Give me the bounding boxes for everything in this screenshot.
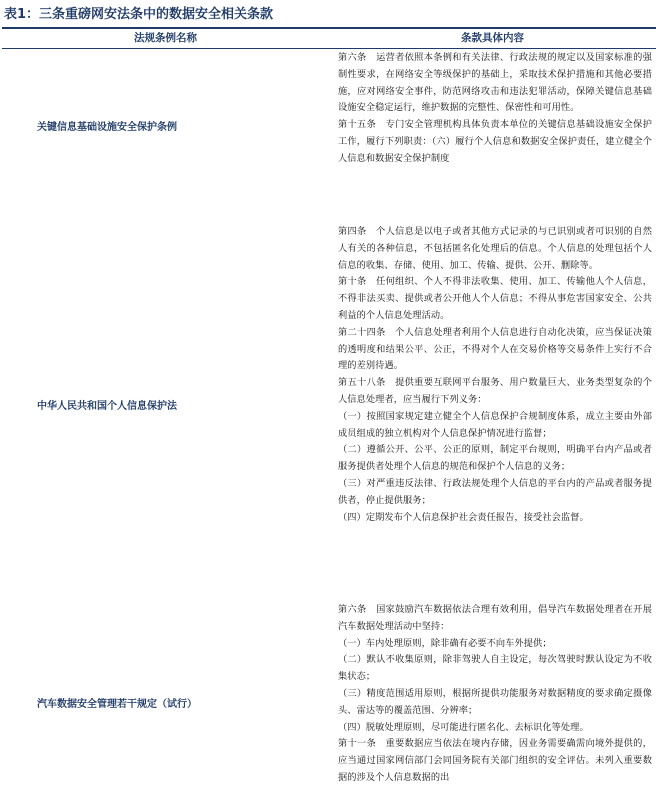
clause-paragraph: （四）定期发布个人信息保护社会责任报告，接受社会监督。: [338, 511, 589, 523]
clause-content-cell: [338, 602, 652, 787]
law-name-cell: 中华人民共和国个人信息保护法: [37, 401, 177, 412]
clause-paragraph: （一）车内处理原则，除非确有必要不向车外提供；: [338, 637, 552, 649]
clause-paragraph: （一）按照国家规定建立健全个人信息保护合规制度体系，成立主要由外部成员组成的独立机构对个人信息保护情况进行监督；: [338, 410, 652, 439]
table-row-cii-regulation: [2, 50, 656, 205]
column-header-law-name: 法规条例名称: [134, 32, 197, 44]
clause-paragraph: 第十条 任何组织、个人不得非法收集、使用、加工、传输他人个人信息，不得非法买卖、提供或者公开他人个人信息；不得从事危害国家安全、公共利益的个人信息处理活动。: [338, 276, 652, 321]
table-header: [2, 29, 656, 48]
header-divider: [2, 48, 656, 49]
clause-paragraph: 第十五条 专门安全管理机构具体负责本单位的关键信息基础设施安全保护工作，履行下列职责：（六）履行个人信息和数据安全保护责任，建立健全个人信息和数据安全保护制度: [338, 119, 652, 164]
clause-paragraph: （二）默认不收集原则，除非驾驶人自主设定，每次驾驶时默认设定为不收集状态；: [338, 654, 652, 683]
clause-paragraph: （二）遵循公开、公平、公正的原则，制定平台规则，明确平台内产品或者服务提供者处理个人信息的规范和保护个人信息的义务；: [338, 444, 652, 473]
clause-content-cell: [338, 50, 652, 168]
clause-paragraph: 第十一条 重要数据应当依法在境内存储，因业务需要确需向境外提供的，应当通过国家网信部门会同国务院有关部门组织的安全评估。未列入重要数据的涉及个人信息数据的出: [338, 738, 652, 783]
law-name-cell: 关键信息基础设施安全保护条例: [37, 122, 177, 133]
table-row-pipl: [2, 224, 656, 586]
table-title: 表1：三条重磅网安法条中的数据安全相关条款: [4, 7, 274, 22]
clause-paragraph: （四）脱敏处理原则，尽可能进行匿名化、去标识化等处理。: [338, 721, 589, 733]
clause-paragraph: 第六条 运营者依照本条例和有关法律、行政法规的规定以及国家标准的强制性要求，在网络安全等级保护的基础上，采取技术保护措施和其他必要措施，应对网络安全事件，防范网络攻击和违法犯罪活动，保障关键信息基础设施安全稳定运行，维护数据的完整性、保密性和可用性。: [338, 52, 652, 114]
clause-paragraph: 第四条 个人信息是以电子或者其他方式记录的与已识别或者可识别的自然人有关的各种信息，不包括匿名化处理后的信息。个人信息的处理包括个人信息的收集、存储、使用、加工、传输、提供、公开、删除等。: [338, 226, 652, 271]
clause-paragraph: （三）精度范围适用原则，根据所提供功能服务对数据精度的要求确定摄像头、雷达等的覆盖范围、分辨率；: [338, 687, 652, 716]
column-header-clause-content: 条款具体内容: [461, 32, 524, 44]
law-name-cell: 汽车数据安全管理若干规定（试行）: [37, 699, 197, 710]
clause-paragraph: （三）对严重违反法律、行政法规处理个人信息的平台内的产品或者服务提供者，停止提供服务；: [338, 477, 652, 506]
clause-paragraph: 第五十八条 提供重要互联网平台服务、用户数量巨大、业务类型复杂的个人信息处理者，应当履行下列义务：: [338, 377, 652, 405]
clause-content-cell: [338, 224, 652, 526]
table-row-auto-data-regulation: [2, 602, 656, 785]
clause-paragraph: 第六条 国家鼓励汽车数据依法合理有效利用，倡导汽车数据处理者在开展汽车数据处理活动中坚持：: [338, 604, 652, 632]
clause-paragraph: 第二十四条 个人信息处理者利用个人信息进行自动化决策，应当保证决策的透明度和结果公平、公正，不得对个人在交易价格等交易条件上实行不合理的差别待遇。: [338, 326, 652, 372]
